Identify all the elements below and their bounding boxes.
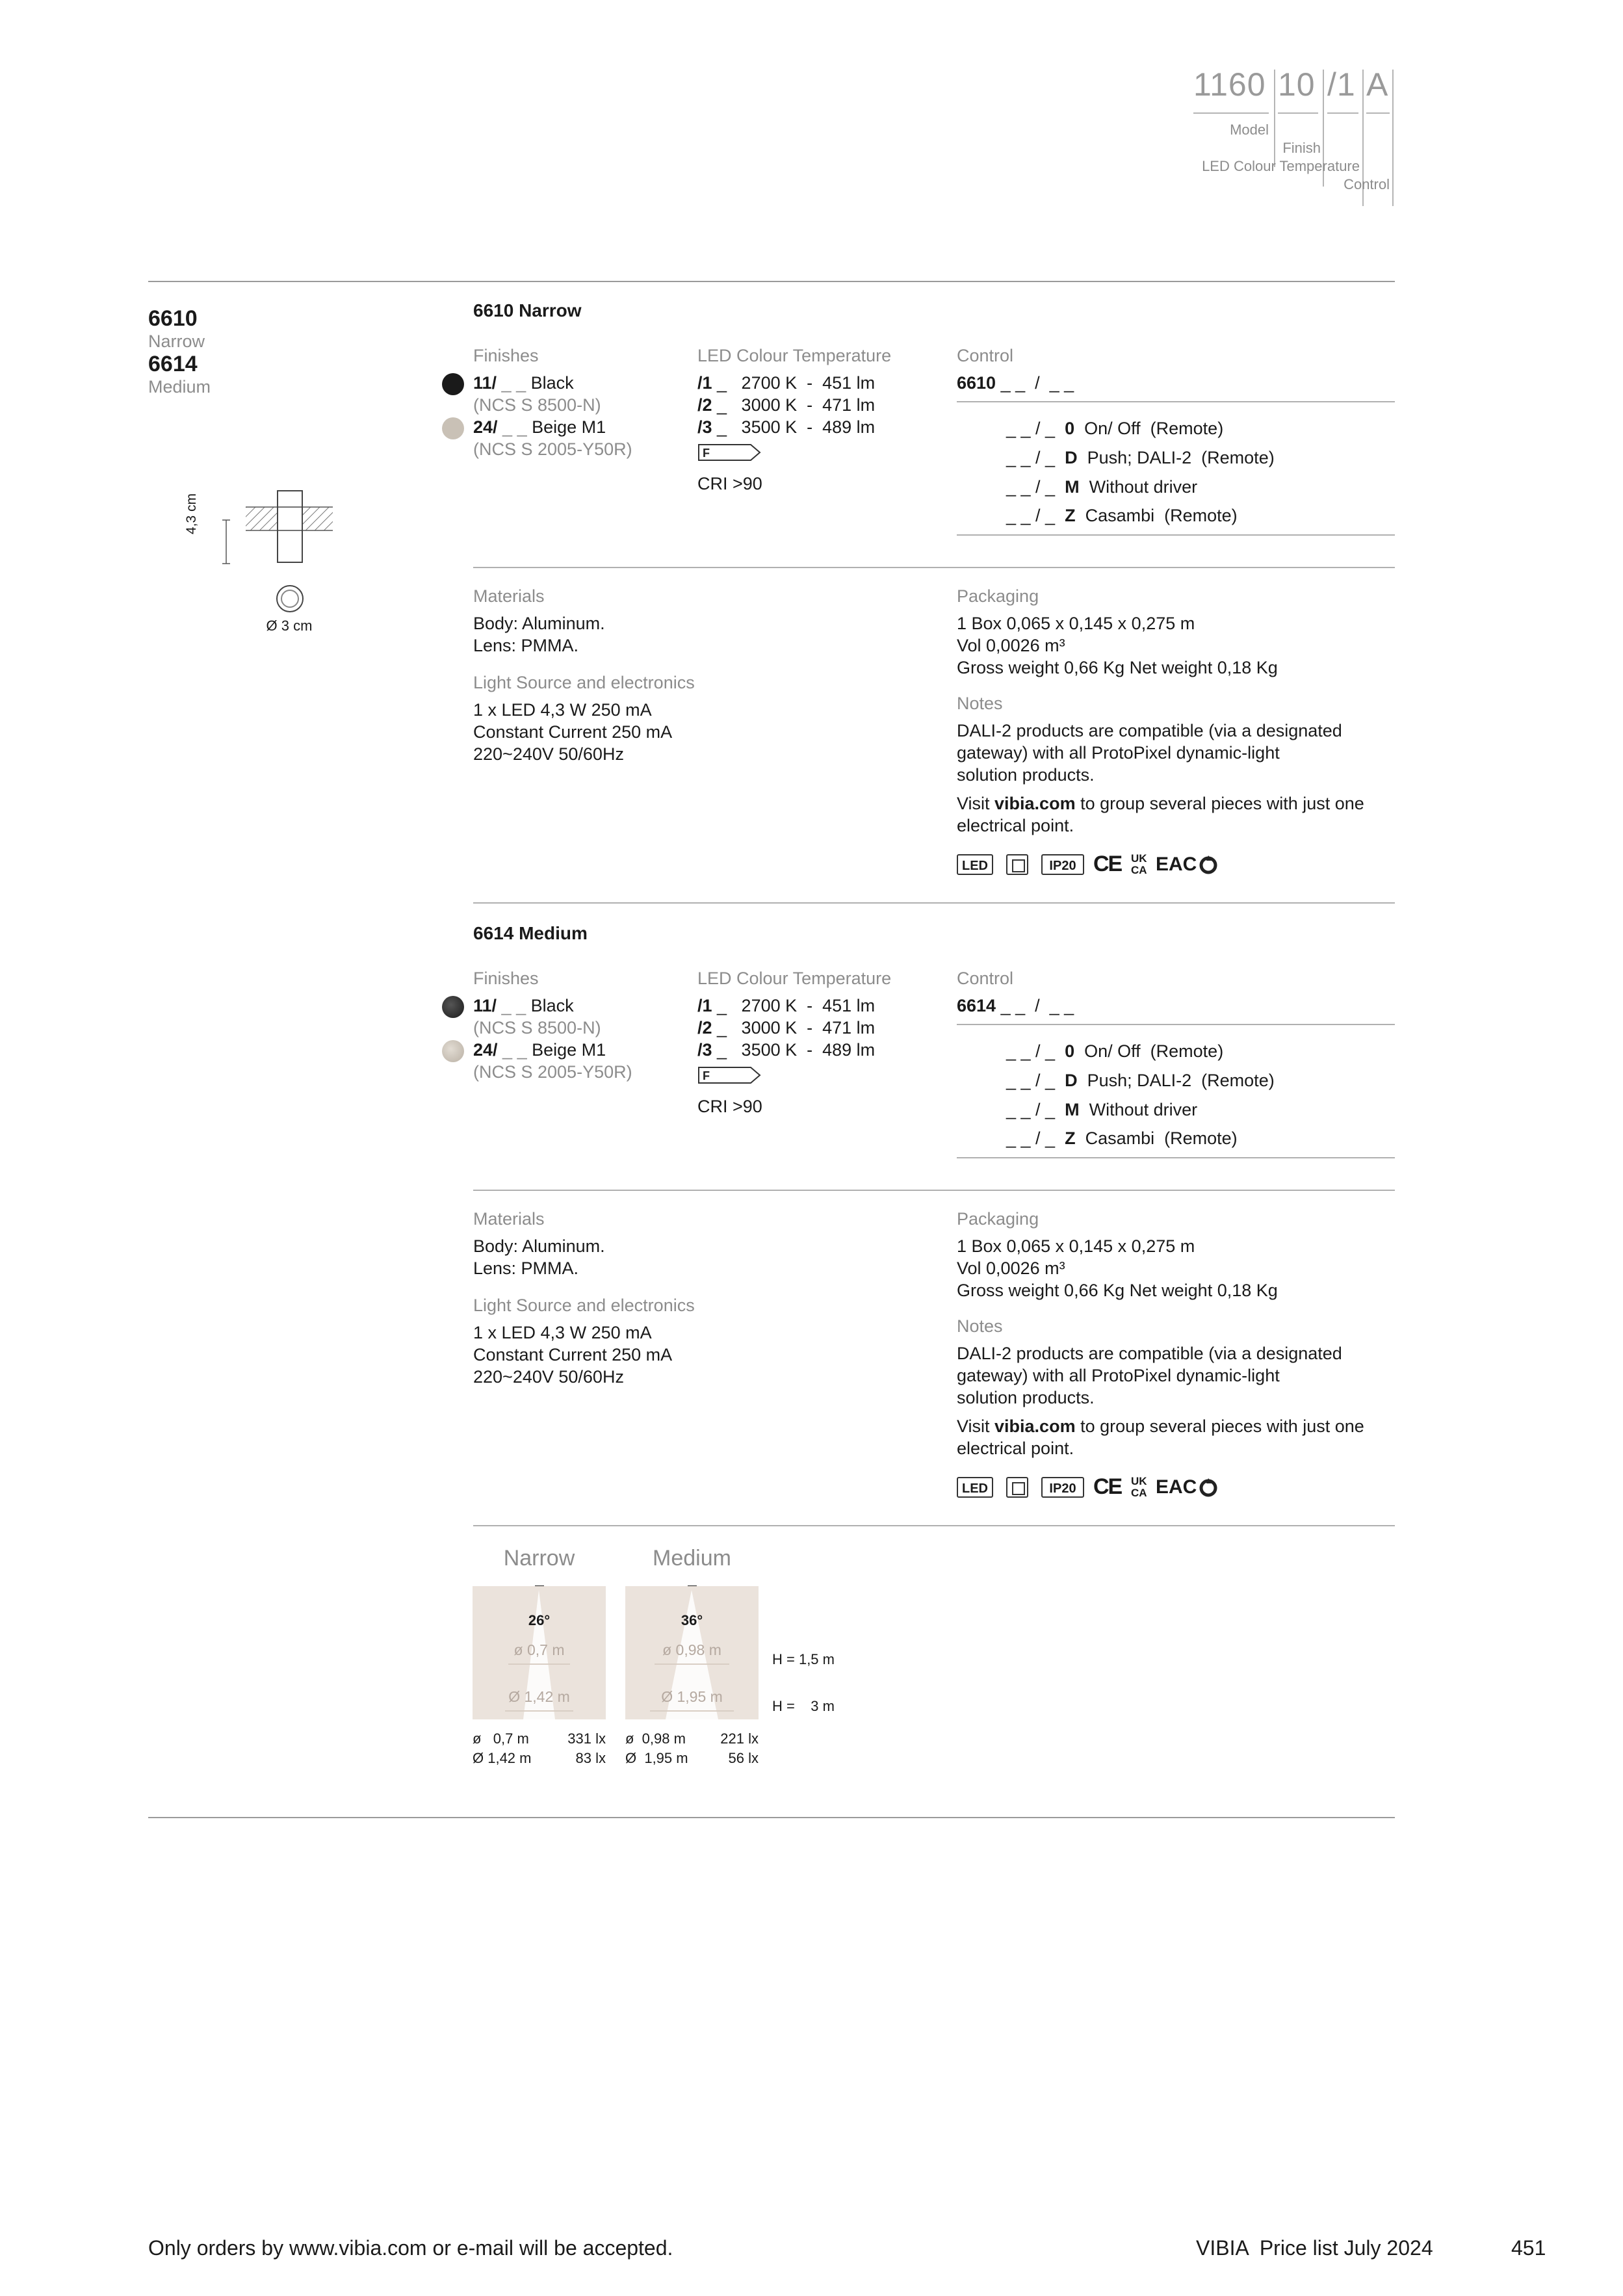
top-divider (148, 281, 1395, 282)
beam-title: Medium (653, 1546, 731, 1571)
temp-option-2[interactable] (697, 1017, 875, 1039)
page-number: 451 (1511, 2236, 1546, 2260)
finish-name: Black (530, 373, 574, 393)
control-opt-text: Casambi (Remote) (1085, 506, 1238, 525)
temp-text: _ 3500 K - 489 lm (712, 1040, 876, 1060)
finish-swatch-black[interactable] (442, 996, 464, 1018)
notes-line: solution products. (957, 765, 1095, 785)
materials-line: Lens: PMMA. (473, 636, 579, 655)
ce-icon: CE (1093, 1474, 1122, 1499)
beam-angle: 36° (681, 1612, 703, 1628)
notes-line: DALI-2 products are compatible (via a designated (957, 1344, 1342, 1363)
packaging-label: Packaging (957, 586, 1039, 606)
energy-class-letter: F (703, 1069, 710, 1082)
control-prefix: _ _ / _ (1006, 1041, 1056, 1061)
control-code (957, 995, 1074, 1017)
led-badge: LED (957, 854, 993, 875)
light-source-line: Constant Current 250 mA (473, 722, 673, 742)
vibia-link[interactable]: vibia.com (994, 794, 1076, 813)
energy-class-letter: F (703, 447, 710, 460)
finish-code: 24/ (473, 1040, 498, 1060)
diameter-label: Ø 3 cm (266, 618, 313, 634)
height-label-2: H = 3 m (772, 1698, 835, 1714)
control-code-suffix: _ _ / _ _ (996, 996, 1074, 1015)
section-divider (473, 1525, 1395, 1526)
class-ii-icon (1006, 854, 1028, 875)
control-opt-text: Without driver (1089, 1100, 1198, 1119)
finish-blank: _ _ (497, 417, 532, 437)
control-option-0[interactable] (1006, 417, 1223, 439)
visit-note-line2: electrical point. (957, 1439, 1074, 1458)
energy-class-icon (697, 443, 762, 462)
code-legend (1157, 62, 1404, 198)
eac-icon: EAC (1156, 854, 1197, 875)
finish-black[interactable] (473, 995, 574, 1017)
code-temp: /1 (1327, 66, 1356, 103)
ukca-bottom: CA (1131, 1487, 1147, 1499)
beam-row-lux: 83 lx (575, 1750, 606, 1766)
packaging-line: Gross weight 0,66 Kg Net weight 0,18 Kg (957, 658, 1278, 677)
finish-name: Beige M1 (532, 417, 606, 437)
code-label-finish: Finish (1282, 140, 1321, 156)
certifications (957, 1474, 1282, 1500)
section-divider (473, 902, 1395, 904)
control-option-d[interactable] (1006, 1069, 1275, 1091)
finish-black[interactable] (473, 372, 574, 394)
temp-option-3[interactable] (697, 416, 875, 438)
finish-blank: _ _ (497, 1040, 532, 1060)
ce-icon: CE (1093, 852, 1122, 876)
control-opt-code: 0 (1065, 1041, 1075, 1061)
control-label: Control (957, 969, 1014, 988)
control-opt-code: M (1065, 477, 1080, 497)
visit-note-line2: electrical point. (957, 816, 1074, 835)
finish-ncs: (NCS S 2005-Y50R) (473, 439, 632, 459)
visit-post: to group several pieces with just one (1075, 794, 1364, 813)
beam-row-diameter: ø 0,98 m (625, 1730, 686, 1747)
footer-note: Only orders by www.vibia.com or e-mail will be accepted. (148, 2236, 673, 2260)
control-option-z[interactable] (1006, 504, 1238, 527)
footer-title: VIBIA Price list July 2024 (1196, 2236, 1433, 2260)
beam-row-diameter: Ø 1,42 m (473, 1750, 532, 1766)
control-option-0[interactable] (1006, 1040, 1223, 1062)
light-source-label: Light Source and electronics (473, 1296, 695, 1315)
control-prefix: _ _ / _ (1006, 419, 1056, 438)
materials-label: Materials (473, 586, 545, 606)
beam-row-lux: 331 lx (567, 1730, 606, 1747)
beam-row (473, 1749, 606, 1768)
control-opt-text: Casambi (Remote) (1085, 1128, 1238, 1148)
beam-diagram-medium (625, 1541, 759, 1775)
temp-option-3[interactable] (697, 1039, 875, 1061)
materials-line: Body: Aluminum. (473, 614, 605, 633)
control-option-z[interactable] (1006, 1127, 1238, 1149)
finish-swatch-beige[interactable] (442, 417, 464, 439)
light-source-line: 220~240V 50/60Hz (473, 1367, 624, 1387)
model-6614-sub: Medium (148, 377, 211, 397)
visit-note (957, 1415, 1364, 1437)
product-side-drawing (195, 484, 351, 582)
temp-label: LED Colour Temperature (697, 346, 892, 365)
control-opt-text: Push; DALI-2 (Remote) (1087, 1071, 1275, 1090)
finish-blank: _ _ (497, 373, 531, 393)
beam-row (473, 1729, 606, 1749)
recycle-icon (1197, 1477, 1219, 1499)
control-code-suffix: _ _ / _ _ (996, 373, 1074, 393)
control-prefix: _ _ / _ (1006, 1100, 1056, 1119)
cri: CRI >90 (697, 1097, 762, 1116)
beam-diameter-1: ø 0,7 m (513, 1641, 565, 1658)
finish-name: Black (530, 996, 574, 1015)
height-label-1: H = 1,5 m (772, 1651, 835, 1667)
light-source-line: 1 x LED 4,3 W 250 mA (473, 700, 652, 720)
temp-code: /2 (697, 395, 712, 415)
temp-option-2[interactable] (697, 394, 875, 416)
beam-diagram-narrow (473, 1541, 606, 1775)
code-label-model: Model (1230, 122, 1269, 138)
beam-angle: 26° (528, 1612, 551, 1628)
model-6610: 6610 (148, 306, 198, 331)
finish-swatch-black[interactable] (442, 373, 464, 395)
notes-label: Notes (957, 1316, 1003, 1336)
control-option-m[interactable] (1006, 1099, 1197, 1121)
ukca-top: UK (1131, 1475, 1147, 1487)
beam-row-lux: 56 lx (728, 1750, 759, 1766)
beam-row (625, 1729, 759, 1749)
temp-text: _ 3000 K - 471 lm (712, 395, 876, 415)
visit-pre: Visit (957, 1416, 995, 1436)
temp-code: /3 (697, 417, 712, 437)
product-section-6614 (473, 923, 1395, 1541)
product-title: 6614 Medium (473, 923, 588, 943)
ukca-bottom: CA (1131, 864, 1147, 876)
control-opt-text: On/ Off (Remote) (1084, 419, 1224, 438)
temp-code: /1 (697, 996, 712, 1015)
code-label-control: Control (1344, 176, 1390, 192)
control-opt-text: On/ Off (Remote) (1084, 1041, 1224, 1061)
bottom-divider (148, 1817, 1395, 1818)
ukca-icon (1131, 1476, 1147, 1499)
materials-label: Materials (473, 1209, 545, 1229)
temp-option-1[interactable] (697, 372, 875, 394)
finish-beige[interactable] (473, 416, 606, 438)
class-ii-icon (1006, 1477, 1028, 1498)
visit-post: to group several pieces with just one (1075, 1416, 1364, 1436)
control-opt-code: Z (1065, 506, 1076, 525)
finish-code: 24/ (473, 417, 498, 437)
control-option-d[interactable] (1006, 447, 1275, 469)
control-opt-text: Without driver (1089, 477, 1198, 497)
code-model: 1160 (1193, 66, 1266, 103)
light-source-line: Constant Current 250 mA (473, 1345, 673, 1364)
beam-title: Narrow (503, 1546, 575, 1571)
beam-row-lux: 221 lx (720, 1730, 759, 1747)
notes-line: DALI-2 products are compatible (via a designated (957, 721, 1342, 740)
finish-swatch-beige[interactable] (442, 1040, 464, 1062)
control-opt-code: 0 (1065, 419, 1075, 438)
beam-row-diameter: Ø 1,95 m (625, 1750, 688, 1766)
control-prefix: _ _ / _ (1006, 1128, 1056, 1148)
finishes-label: Finishes (473, 969, 539, 988)
packaging-line: 1 Box 0,065 x 0,145 x 0,275 m (957, 1236, 1195, 1256)
ip-badge: IP20 (1041, 854, 1084, 875)
light-source-line: 220~240V 50/60Hz (473, 744, 624, 764)
finish-ncs: (NCS S 2005-Y50R) (473, 1062, 632, 1082)
materials-line: Lens: PMMA. (473, 1259, 579, 1278)
beam-diameter-2: Ø 1,95 m (661, 1688, 723, 1705)
finishes-label: Finishes (473, 346, 539, 365)
ukca-icon (1131, 853, 1147, 876)
notes-line: solution products. (957, 1388, 1095, 1407)
packaging-line: Gross weight 0,66 Kg Net weight 0,18 Kg (957, 1281, 1278, 1300)
control-code-model: 6614 (957, 996, 996, 1015)
control-opt-code: Z (1065, 1128, 1076, 1148)
light-source-label: Light Source and electronics (473, 673, 695, 692)
notes-line: gateway) with all ProtoPixel dynamic-light (957, 743, 1280, 763)
finish-name: Beige M1 (532, 1040, 606, 1060)
temp-text: _ 3000 K - 471 lm (712, 1018, 876, 1037)
control-opt-code: M (1065, 1100, 1080, 1119)
visit-pre: Visit (957, 794, 995, 813)
cri: CRI >90 (697, 474, 762, 493)
temp-option-1[interactable] (697, 995, 875, 1017)
temp-code: /1 (697, 373, 712, 393)
control-option-m[interactable] (1006, 476, 1197, 498)
product-front-drawing (273, 582, 307, 616)
code-label-temp: LED Colour Temperature (1202, 158, 1360, 174)
materials-line: Body: Aluminum. (473, 1236, 605, 1256)
temp-label: LED Colour Temperature (697, 969, 892, 988)
beam-cone-area (625, 1586, 759, 1719)
ukca-top: UK (1131, 852, 1147, 865)
packaging-label: Packaging (957, 1209, 1039, 1229)
finish-code: 11/ (473, 373, 497, 393)
control-prefix: _ _ / _ (1006, 1071, 1056, 1090)
finish-code: 11/ (473, 996, 497, 1015)
control-prefix: _ _ / _ (1006, 477, 1056, 497)
light-source-line: 1 x LED 4,3 W 250 mA (473, 1323, 652, 1342)
beam-diameter-1: ø 0,98 m (662, 1641, 721, 1658)
recycle-icon (1197, 854, 1219, 876)
product-section-6610 (473, 300, 1395, 918)
code-finish: 10 (1278, 66, 1316, 103)
product-title: 6610 Narrow (473, 300, 582, 320)
energy-class-icon (697, 1066, 762, 1084)
certifications (957, 854, 1282, 878)
packaging-line: Vol 0,0026 m³ (957, 1259, 1065, 1278)
control-code-model: 6610 (957, 373, 996, 393)
notes-label: Notes (957, 694, 1003, 713)
control-opt-code: D (1065, 448, 1078, 467)
temp-code: /2 (697, 1018, 712, 1037)
led-badge: LED (957, 1477, 993, 1498)
finish-beige[interactable] (473, 1039, 606, 1061)
notes-line: gateway) with all ProtoPixel dynamic-light (957, 1366, 1280, 1385)
vibia-link[interactable]: vibia.com (994, 1416, 1076, 1436)
temp-text: _ 2700 K - 451 lm (712, 996, 876, 1015)
packaging-line: Vol 0,0026 m³ (957, 636, 1065, 655)
finish-ncs: (NCS S 8500-N) (473, 395, 601, 415)
eac-icon: EAC (1156, 1476, 1197, 1498)
height-dimension-label: 4,3 cm (184, 493, 199, 534)
model-6610-sub: Narrow (148, 332, 205, 351)
control-opt-code: D (1065, 1071, 1078, 1090)
control-label: Control (957, 346, 1014, 365)
finish-blank: _ _ (497, 996, 531, 1015)
model-index (148, 306, 343, 397)
finish-ncs: (NCS S 8500-N) (473, 1018, 601, 1037)
code-control: A (1366, 66, 1389, 103)
temp-text: _ 3500 K - 489 lm (712, 417, 876, 437)
temp-code: /3 (697, 1040, 712, 1060)
control-prefix: _ _ / _ (1006, 506, 1056, 525)
control-opt-text: Push; DALI-2 (Remote) (1087, 448, 1275, 467)
model-6614: 6614 (148, 352, 198, 376)
beam-cone-area (473, 1586, 606, 1719)
packaging-line: 1 Box 0,065 x 0,145 x 0,275 m (957, 614, 1195, 633)
beam-row-diameter: ø 0,7 m (473, 1730, 529, 1747)
beam-diameter-2: Ø 1,42 m (508, 1688, 570, 1705)
control-code (957, 372, 1074, 394)
visit-note (957, 792, 1364, 815)
control-prefix: _ _ / _ (1006, 448, 1056, 467)
beam-row (625, 1749, 759, 1768)
temp-text: _ 2700 K - 451 lm (712, 373, 876, 393)
ip-badge: IP20 (1041, 1477, 1084, 1498)
